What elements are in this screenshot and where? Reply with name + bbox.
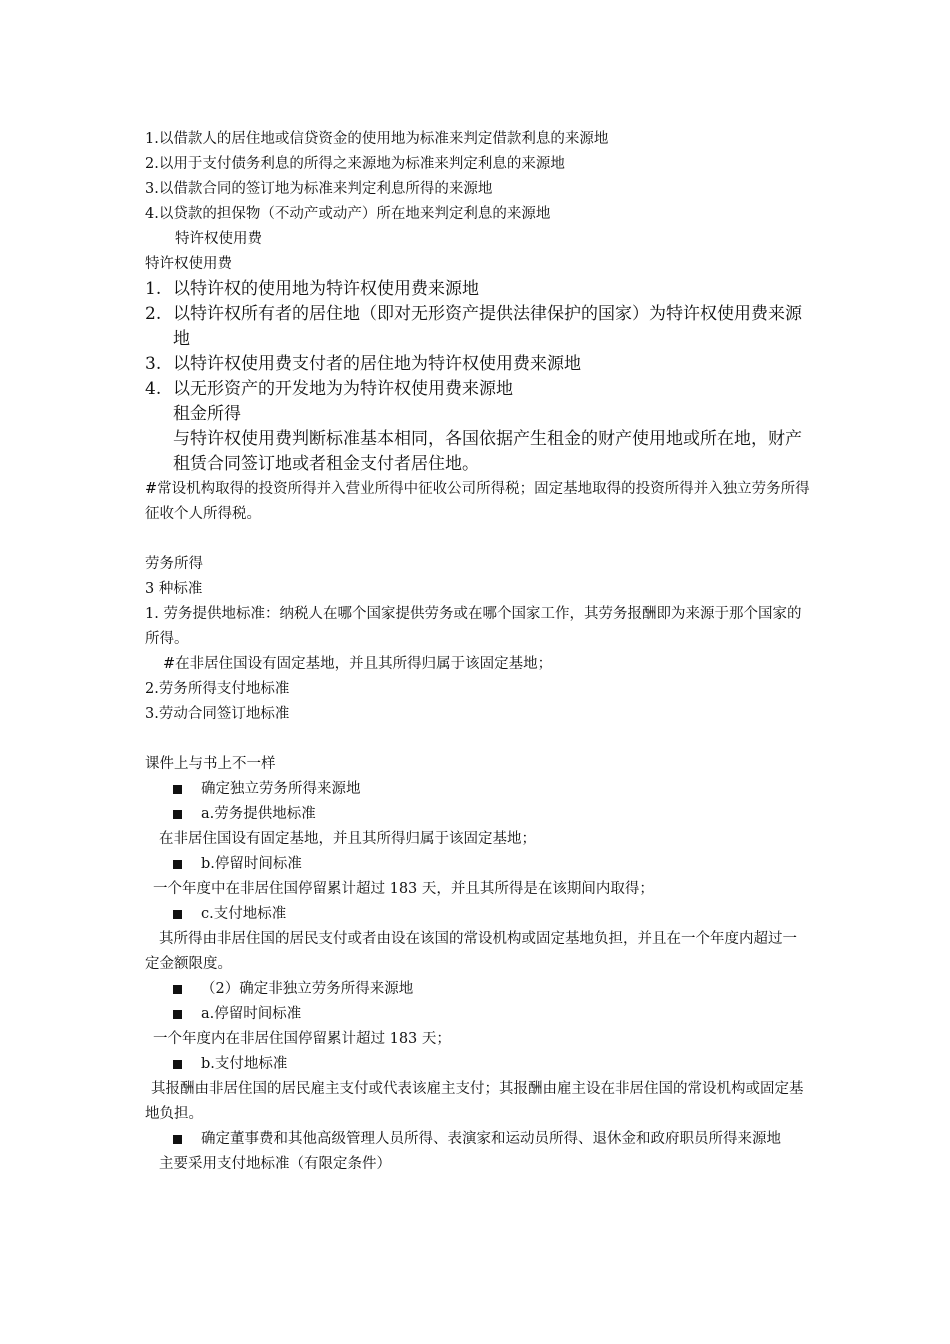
square-bullet-icon (173, 902, 201, 927)
labor-heading: 劳务所得 (145, 556, 203, 572)
list-text: 以特许权的使用地为特许权使用费来源地 (173, 279, 479, 299)
square-bullet-icon (173, 977, 201, 1002)
square-bullet-icon (173, 1052, 201, 1077)
spacer (145, 527, 810, 552)
investment-note: #常设机构取得的投资所得并入营业所得中征收公司所得税；固定基地取得的投资所得并入独立劳务所得征收个人所得税。 (145, 481, 810, 522)
courseware-text: 主要采用支付地标准（有限定条件） (159, 1156, 391, 1172)
interest-rule-1: 1.以借款人的居住地或信贷资金的使用地为标准来判定借款利息的来源地 (145, 131, 609, 147)
bullet-item (145, 902, 810, 927)
list-number: 2. (145, 304, 162, 324)
courseware-text: 一个年度中在非居住国停留累计超过 183 天，并且其所得是在该期间内取得； (153, 881, 654, 897)
labor-item-2: 2.劳务所得支付地标准 (145, 681, 290, 697)
bullet-item (145, 777, 810, 802)
royalty-item-1 (145, 277, 810, 302)
royalty-item-3 (145, 352, 810, 377)
courseware-text: 其报酬由非居住国的居民雇主支付或代表该雇主支付；其报酬由雇主设在非居住国的常设机构或固定基地负担。 (145, 1081, 804, 1122)
list-number: 1. (145, 279, 162, 299)
royalty-heading: 特许权使用费 (145, 256, 232, 272)
bullet-item (145, 1052, 810, 1077)
royalty-item-2 (145, 302, 810, 352)
labor-item-1: 1. 劳务提供地标准：纳税人在哪个国家提供劳务或在哪个国家工作，其劳务报酬即为来源于那个国家的所得。 (145, 606, 802, 647)
square-bullet-icon (173, 1002, 201, 1027)
bullet-item (145, 852, 810, 877)
interest-rule-2: 2.以用于支付债务利息的所得之来源地为标准来判定利息的来源地 (145, 156, 565, 172)
courseware-text: 其所得由非居住国的居民支付或者由设在该国的常设机构或固定基地负担，并且在一个年度内超过一定金额限度。 (145, 931, 797, 972)
bullet-text: （2）确定非独立劳务所得来源地 (201, 981, 414, 997)
interest-rule-4: 4.以贷款的担保物（不动产或动产）所在地来判定利息的来源地 (145, 206, 551, 222)
bullet-text: a.停留时间标准 (201, 1006, 302, 1022)
bullet-text: b.支付地标准 (201, 1056, 288, 1072)
bullet-text: 确定董事费和其他高级管理人员所得、表演家和运动员所得、退休金和政府职员所得来源地 (201, 1131, 781, 1147)
royalty-heading-indented: 特许权使用费 (175, 231, 262, 247)
list-text: 以无形资产的开发地为为特许权使用费来源地 (173, 379, 513, 399)
labor-item-3: 3.劳动合同签订地标准 (145, 706, 290, 722)
bullet-text: 确定独立劳务所得来源地 (201, 781, 361, 797)
bullet-item (145, 802, 810, 827)
list-text: 以特许权使用费支付者的居住地为特许权使用费来源地 (173, 354, 581, 374)
rent-body: 与特许权使用费判断标准基本相同，各国依据产生租金的财产使用地或所在地，财产租赁合同签订地或者租金支付者居住地。 (173, 429, 802, 474)
rent-heading: 租金所得 (173, 404, 241, 424)
square-bullet-icon (173, 777, 201, 802)
bullet-text: b.停留时间标准 (201, 856, 302, 872)
list-number: 3. (145, 354, 162, 374)
bullet-item (145, 977, 810, 1002)
courseware-text: 在非居住国设有固定基地，并且其所得归属于该固定基地； (159, 831, 536, 847)
square-bullet-icon (173, 802, 201, 827)
interest-rule-3: 3.以借款合同的签订地为标准来判定利息所得的来源地 (145, 181, 493, 197)
labor-subheading: 3 种标准 (145, 581, 203, 597)
labor-item-1-note: #在非居住国设有固定基地，并且其所得归属于该固定基地； (163, 656, 553, 672)
list-number: 4. (145, 379, 162, 399)
list-text: 以特许权所有者的居住地（即对无形资产提供法律保护的国家）为特许权使用费来源地 (173, 304, 802, 349)
bullet-item (145, 1127, 810, 1152)
spacer (145, 727, 810, 752)
document-body (145, 127, 810, 1177)
bullet-text: a.劳务提供地标准 (201, 806, 316, 822)
square-bullet-icon (173, 1127, 201, 1152)
courseware-heading: 课件上与书上不一样 (145, 756, 276, 772)
royalty-item-4 (145, 377, 810, 402)
square-bullet-icon (173, 852, 201, 877)
bullet-item (145, 1002, 810, 1027)
bullet-text: c.支付地标准 (201, 906, 287, 922)
courseware-text: 一个年度内在非居住国停留累计超过 183 天； (153, 1031, 451, 1047)
